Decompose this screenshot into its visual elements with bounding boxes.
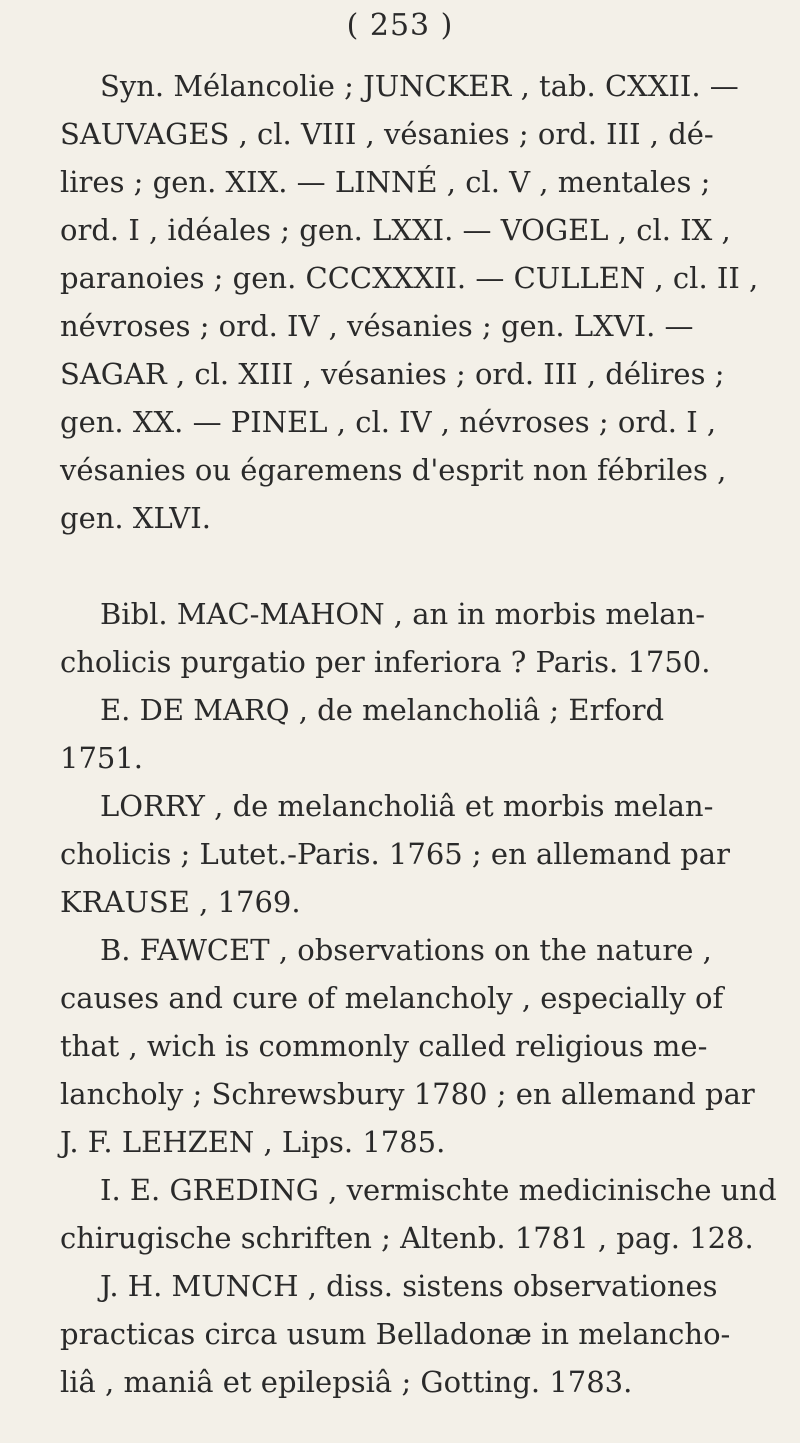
text-line: gen. XLVI. [60, 501, 211, 535]
text-line: Bibl. MAC-MAHON , an in morbis melan- [100, 597, 706, 631]
paragraph-gap [60, 542, 670, 590]
text-line: gen. XX. — PINEL , cl. IV , névroses ; ord. I , [60, 405, 717, 439]
text-line: LORRY , de melancholiâ et morbis melan- [100, 789, 714, 823]
body-text [60, 62, 777, 1406]
text-line: B. FAWCET , observations on the nature , [100, 933, 712, 967]
text-line: cholicis ; Lutet.-Paris. 1765 ; en allemand par [60, 837, 730, 871]
text-line: SAUVAGES , cl. VIII , vésanies ; ord. III , dé- [60, 117, 714, 151]
text-line: paranoies ; gen. CCCXXXII. — CULLEN , cl. II , [60, 261, 759, 295]
text-line: E. DE MARQ , de melancholiâ ; Erford [100, 693, 665, 727]
text-line: cholicis purgatio per inferiora ? Paris. 1750. [60, 645, 711, 679]
text-line: 1751. [60, 741, 144, 775]
text-line: I. E. GREDING , vermischte medicinische und [100, 1173, 777, 1207]
text-line: J. F. LEHZEN , Lips. 1785. [60, 1125, 446, 1159]
text-line: liâ , maniâ et epilepsiâ ; Gotting. 1783. [60, 1365, 633, 1399]
text-line: névroses ; ord. IV , vésanies ; gen. LXVI. — [60, 309, 694, 343]
page-number: ( 253 ) [346, 8, 454, 43]
text-line: chirugische schriften ; Altenb. 1781 , pag. 128. [60, 1221, 754, 1255]
text-line: SAGAR , cl. XIII , vésanies ; ord. III , délires ; [60, 357, 725, 391]
text-line: KRAUSE , 1769. [60, 885, 301, 919]
text-line: lancholy ; Schrewsbury 1780 ; en allemand par [60, 1077, 755, 1111]
bibliography-paragraph [60, 590, 777, 1406]
text-line: vésanies ou égaremens d'esprit non fébriles , [60, 453, 727, 487]
synonyms-paragraph [60, 62, 759, 542]
text-line: ord. I , idéales ; gen. LXXI. — VOGEL , cl. IX , [60, 213, 731, 247]
text-line: J. H. MUNCH , diss. sistens observationes [100, 1269, 718, 1303]
text-line: lires ; gen. XIX. — LINNÉ , cl. V , mentales ; [60, 165, 711, 199]
text-line: that , wich is commonly called religious me- [60, 1029, 708, 1063]
text-line: Syn. Mélancolie ; JUNCKER , tab. CXXII. — [100, 69, 739, 103]
text-line: practicas circa usum Belladonæ in melancho- [60, 1317, 731, 1351]
text-line: causes and cure of melancholy , especially of [60, 981, 724, 1015]
